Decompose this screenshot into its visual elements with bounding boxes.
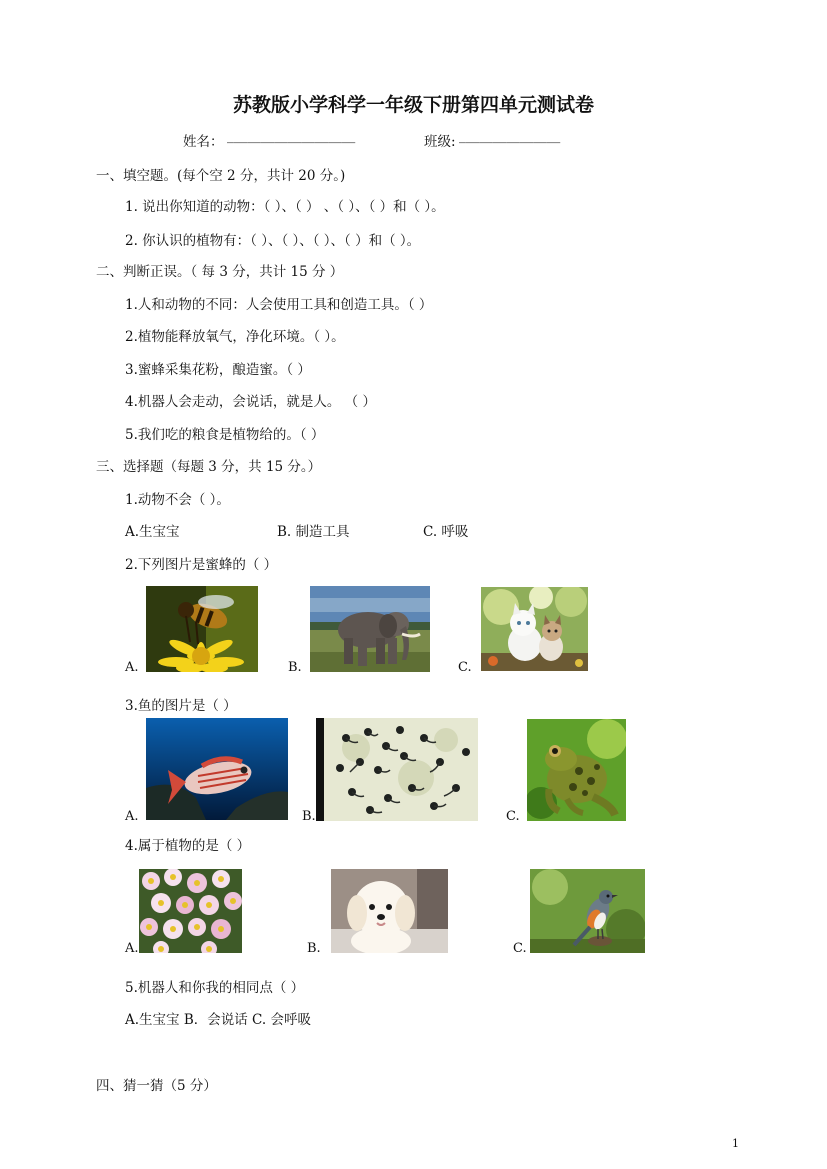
choice-question-5-stem: 5.机器人和你我的相同点（ ）	[125, 980, 305, 996]
q3-label-c: C.	[506, 809, 520, 824]
section4-heading: 四、猜一猜（5 分）	[96, 1078, 217, 1094]
choice-question-4-stem: 4.属于植物的是（ ）	[125, 838, 251, 854]
q3-label-a: A.	[125, 809, 139, 824]
choice-question-3-stem: 3.鱼的图片是（ ）	[125, 698, 237, 714]
page-title: 苏教版小学科学一年级下册第四单元测试卷	[232, 94, 594, 116]
choice-question-2-stem: 2.下列图片是蜜蜂的（ ）	[125, 557, 278, 573]
bee-on-flower-image	[146, 586, 258, 672]
q4-label-b: B.	[307, 941, 321, 956]
fill-question-2: 2. 你认识的植物有：（ ）、（ ）、（ ）、（ ）和（ ）。	[125, 233, 421, 249]
class-blank: _______________	[459, 128, 561, 144]
choice-question-5-options: A.生宝宝 B．会说话 C. 会呼吸	[125, 1012, 311, 1028]
choice-question-1-option-b: B. 制造工具	[277, 524, 350, 540]
q3-label-b: B.	[302, 809, 316, 824]
puppy-image	[331, 869, 448, 953]
bird-image	[530, 869, 645, 953]
section3-heading: 三、选择题（每题 3 分，共 15 分。）	[96, 459, 322, 475]
section1-heading: 一、填空题。(每个空 2 分，共计 20 分。)	[96, 168, 346, 184]
q2-label-a: A.	[125, 660, 139, 675]
q4-label-c: C.	[513, 941, 527, 956]
name-blank: ___________________	[227, 128, 356, 144]
flowers-image	[139, 869, 242, 953]
name-label: 姓名：	[183, 134, 224, 150]
fish-image	[146, 718, 288, 820]
kittens-image	[481, 587, 588, 671]
class-label: 班级:	[424, 134, 456, 150]
page-number: 1	[732, 1137, 739, 1150]
choice-question-1-option-c: C. 呼吸	[423, 524, 469, 540]
q4-label-a: A.	[125, 941, 139, 956]
tadpoles-image	[316, 718, 478, 821]
fill-question-1: 1. 说出你知道的动物：（ ）、（ ） 、（ ）、（ ）和（ ）。	[125, 199, 445, 215]
judge-item-4: 4.机器人会走动，会说话，就是人。 （ ）	[125, 394, 376, 410]
choice-question-1-stem: 1.动物不会（ ）。	[125, 492, 230, 508]
judge-item-3: 3.蜜蜂采集花粉，酿造蜜。（ ）	[125, 362, 311, 378]
judge-item-5: 5.我们吃的粮食是植物给的。（ ）	[125, 427, 325, 443]
elephant-image	[310, 586, 430, 672]
choice-question-1-option-a: A.生宝宝	[125, 524, 180, 540]
judge-item-2: 2.植物能释放氧气，净化环境。（ ）。	[125, 329, 345, 345]
judge-item-1: 1.人和动物的不同：人会使用工具和创造工具。（ ）	[125, 297, 433, 313]
q2-label-c: C.	[458, 660, 472, 675]
section2-heading: 二、判断正误。（ 每 3 分，共计 15 分 ）	[96, 264, 344, 280]
frog-image	[527, 719, 626, 821]
q2-label-b: B.	[288, 660, 302, 675]
